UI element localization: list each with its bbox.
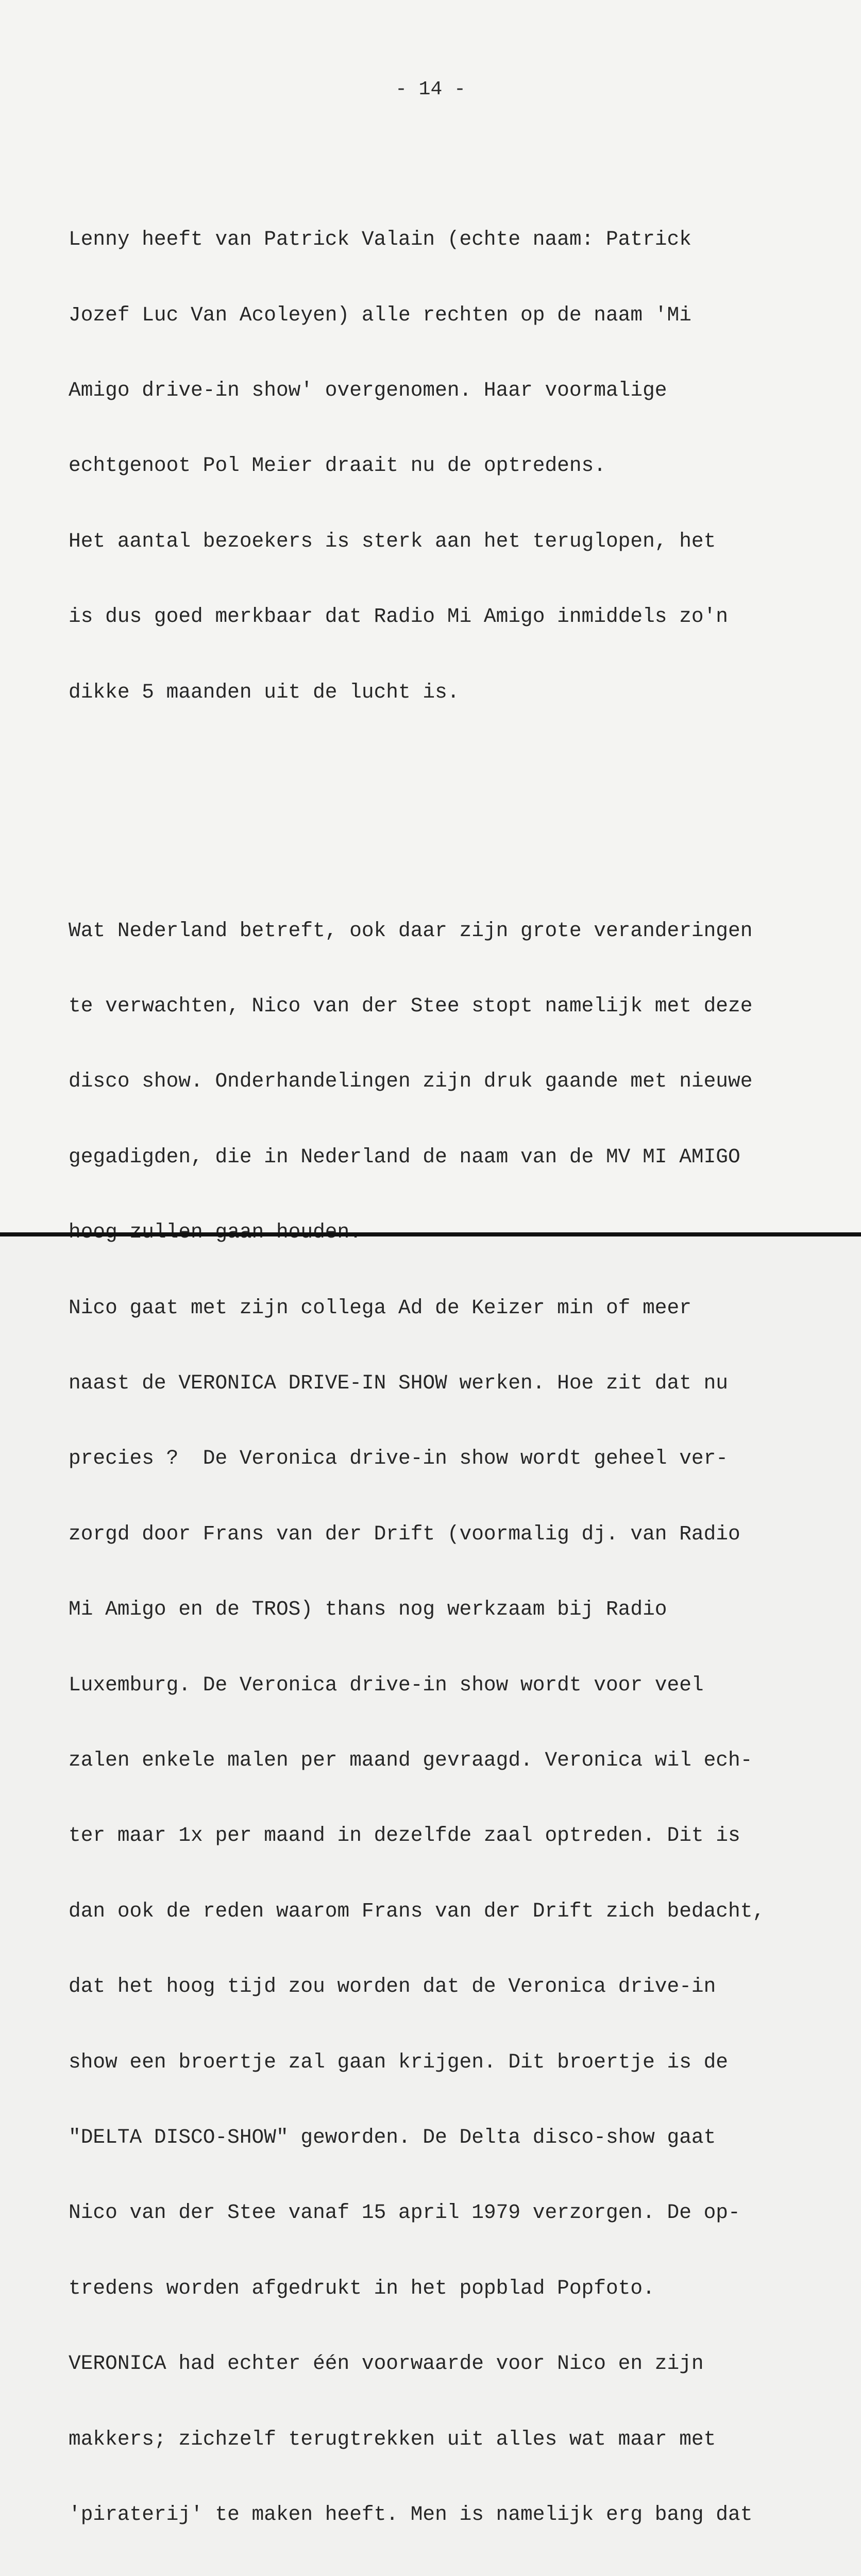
paragraph-gap [69, 806, 852, 818]
text-line: te verwachten, Nico van der Stee stopt namelijk met deze [69, 994, 753, 1018]
text-line: ter maar 1x per maand in dezelfde zaal optreden. Dit is [69, 1824, 740, 1848]
text-line: dan ook de reden waarom Frans van der Drift zich bedacht, [69, 1899, 765, 1923]
text-line: precies ? De Veronica drive-in show wordt geheel ver- [69, 1447, 729, 1470]
text-line: disco show. Onderhandelingen zijn druk gaande met nieuwe [69, 1070, 753, 1093]
text-line: "DELTA DISCO-SHOW" geworden. De Delta disco-show gaat [69, 2125, 716, 2149]
paragraph-lenny [69, 177, 852, 755]
text-line: Luxemburg. De Veronica drive-in show wordt voor veel [69, 1673, 704, 1697]
text-line: Het aantal bezoekers is sterk aan het teruglopen, het [69, 529, 716, 553]
text-line: Wat Nederland betreft, ook daar zijn grote veranderingen [69, 919, 753, 942]
document-body [69, 127, 852, 2576]
text-line: show een broertje zal gaan krijgen. Dit broertje is de [69, 2050, 729, 2074]
text-line: zorgd door Frans van der Drift (voormalig dj. van Radio [69, 1522, 740, 1546]
text-line: Amigo drive-in show' overgenomen. Haar voormalige [69, 378, 667, 402]
text-line: naast de VERONICA DRIVE-IN SHOW werken. Hoe zit dat nu [69, 1371, 729, 1395]
paragraph-nederland [69, 868, 852, 2576]
text-line: Jozef Luc Van Acoleyen) alle rechten op de naam 'Mi [69, 303, 691, 327]
text-line: echtgenoot Pol Meier draait nu de optredens. [69, 454, 606, 478]
text-line: Nico gaat met zijn collega Ad de Keizer min of meer [69, 1296, 691, 1319]
text-line: Nico van der Stee vanaf 15 april 1979 verzorgen. De op- [69, 2201, 740, 2225]
text-line: zalen enkele malen per maand gevraagd. Veronica wil ech- [69, 1749, 753, 1772]
text-line: tredens worden afgedrukt in het popblad Popfoto. [69, 2276, 655, 2300]
text-line: dat het hoog tijd zou worden dat de Veronica drive-in [69, 1975, 716, 1998]
text-line: VERONICA had echter één voorwaarde voor Nico en zijn [69, 2352, 704, 2376]
text-line: is dus goed merkbaar dat Radio Mi Amigo inmiddels zo'n [69, 605, 729, 629]
text-line: makkers; zichzelf terugtrekken uit alles wat maar met [69, 2427, 716, 2451]
page-number: - 14 - [395, 78, 466, 100]
text-line: dikke 5 maanden uit de lucht is. [69, 680, 460, 704]
text-line: Mi Amigo en de TROS) thans nog werkzaam bij Radio [69, 1598, 667, 1621]
text-line: Lenny heeft van Patrick Valain (echte naam: Patrick [69, 228, 691, 251]
text-line: gegadigden, die in Nederland de naam van de MV MI AMIGO [69, 1145, 740, 1168]
page-bottom-edge [0, 1232, 861, 1236]
text-line: 'piraterij' te maken heeft. Men is namelijk erg bang dat [69, 2502, 753, 2526]
